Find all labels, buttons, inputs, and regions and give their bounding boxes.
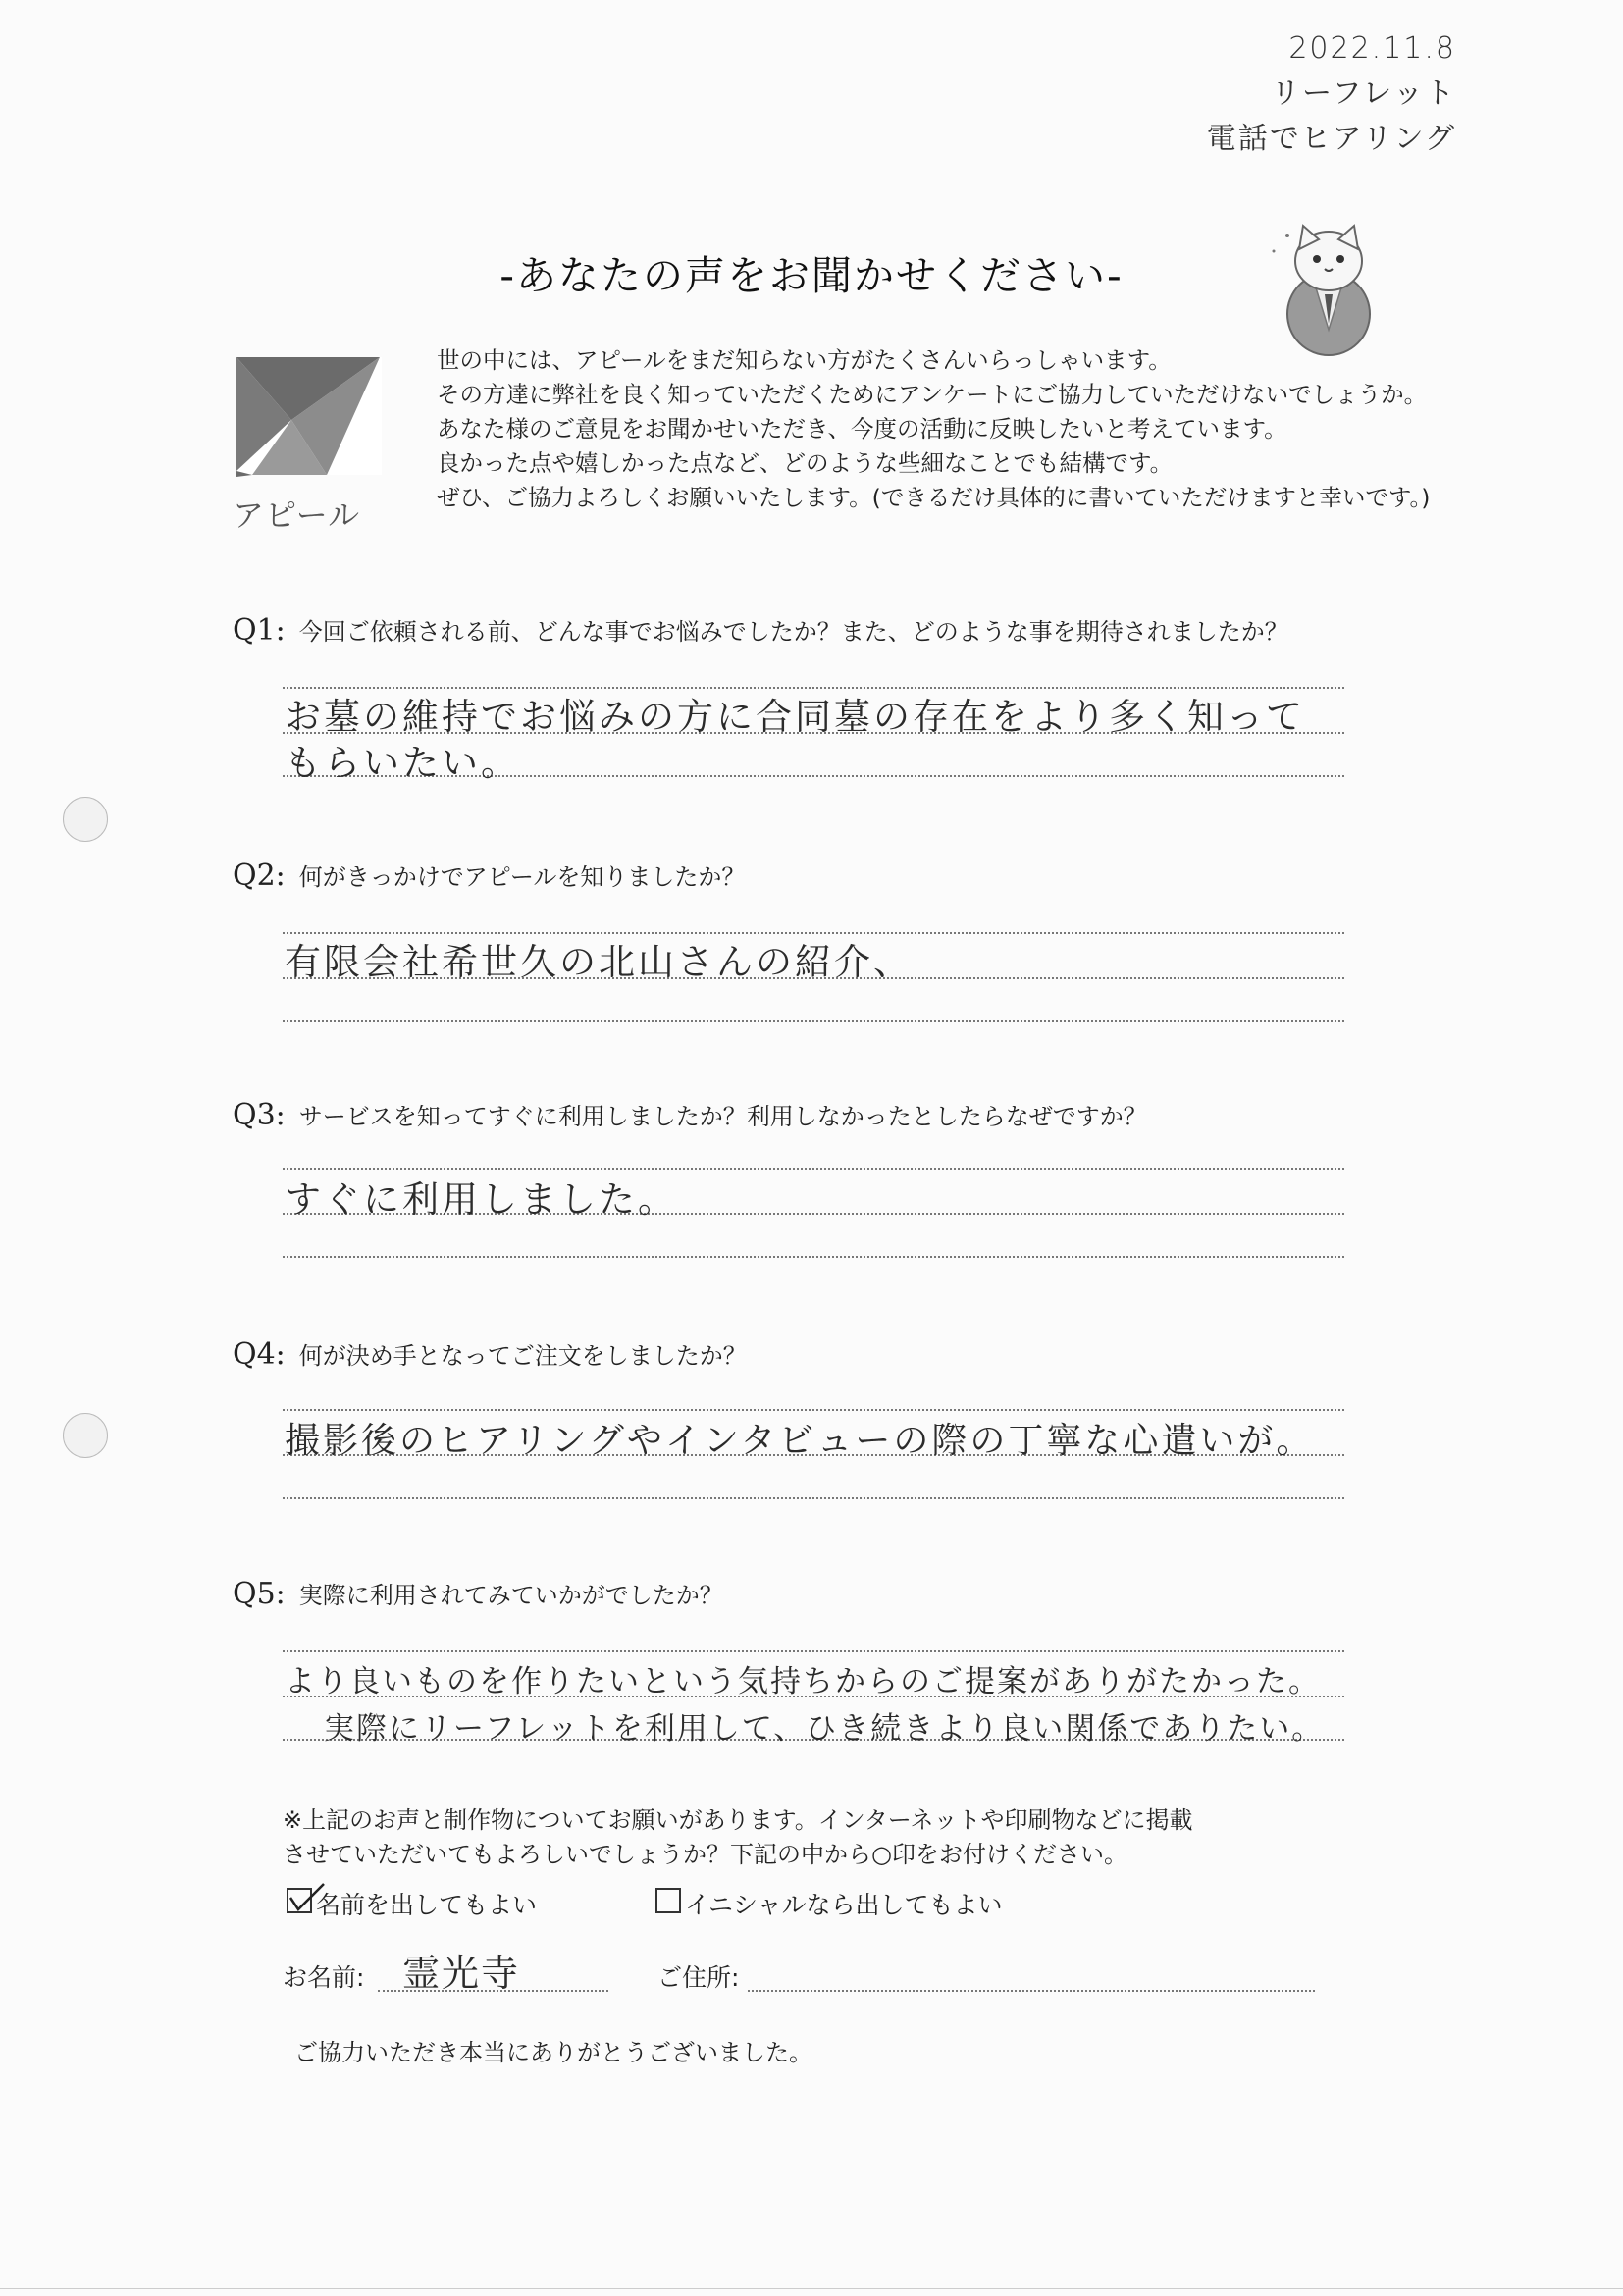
question-number: Q4: (233, 1337, 286, 1372)
consent-line-2: させていただいてもよろしいでしょうか？下記の中から○印をお付けください。 (283, 1841, 1127, 1868)
answer-1-line-1: お墓の維持でお悩みの方に合同墓の存在をより多く知って (285, 696, 1305, 738)
intro-line: あなた様のご意見をお聞かせいただき、今度の活動に反映したいと考えています。 (437, 415, 1287, 443)
answer-3-line-1: すぐに利用しました。 (285, 1178, 677, 1221)
punch-hole (63, 1413, 108, 1458)
name-value[interactable]: 霊光寺 (402, 1952, 521, 1995)
answer-4-line-1: 撮影後のヒアリングやインタビューの際の丁寧な心遣いが。 (285, 1421, 1315, 1461)
answer-line (283, 1256, 1344, 1258)
question-5 (233, 1576, 723, 1611)
question-number: Q5: (233, 1577, 286, 1611)
answer-line (283, 1497, 1344, 1499)
page-title: -あなたの声をお聞かせください- (499, 252, 1124, 299)
intro-line: 良かった点や嬉しかった点など、どのような些細なことでも結構です。 (437, 449, 1174, 477)
answer-2-line-1: 有限会社希世久の北山さんの紹介、 (285, 941, 913, 983)
intro-line: その方達に弊社を良く知っていただくためにアンケートにご協力していただけないでしょうか。 (437, 381, 1428, 408)
answer-1-line-2: もらいたい。 (285, 742, 520, 784)
question-4 (233, 1336, 747, 1372)
question-3 (233, 1097, 1147, 1132)
answer-line (283, 1409, 1344, 1411)
address-label: ご住所: (657, 1963, 740, 1992)
intro-line: 世の中には、アピールをまだ知らない方がたくさんいらっしゃいます。 (437, 346, 1172, 374)
note-line-2: 電話でヒアリング (1206, 122, 1456, 156)
question-number: Q2: (233, 859, 286, 893)
name-label: お名前: (283, 1963, 365, 1992)
answer-5-line-1: より良いものを作りたいという気持ちからのご提案がありがたかった。 (285, 1664, 1321, 1699)
question-text: 今回ご依頼される前、どんな事でお悩みでしたか？また、どのような事を期待されましたか？ (298, 618, 1288, 646)
thanks-message: ご協力いただき本当にありがとうございました。 (294, 2039, 812, 2066)
logo-text: アピール (233, 496, 361, 534)
question-text: サービスを知ってすぐに利用しましたか？利用しなかったとしたらなぜですか？ (298, 1103, 1147, 1130)
initial-ok-label: イニシャルなら出してもよい (685, 1891, 1003, 1919)
punch-hole (63, 797, 108, 842)
name-ok-checkbox[interactable] (287, 1888, 312, 1913)
answer-line (283, 1020, 1344, 1022)
answer-5-line-2: 実際にリーフレットを利用して、ひき続きより良い関係でありたい。 (324, 1711, 1325, 1747)
question-2 (233, 858, 745, 893)
question-text: 実際に利用されてみていかがでしたか？ (298, 1582, 723, 1609)
note-date: 2022.11.8 (1288, 31, 1456, 66)
answer-line (283, 1650, 1344, 1652)
address-field-line (748, 1990, 1315, 1992)
handwritten-note (1162, 27, 1456, 163)
question-text: 何が決め手となってご注文をしましたか？ (298, 1342, 747, 1370)
name-ok-label: 名前を出してもよい (316, 1891, 538, 1919)
consent-request (283, 1803, 1193, 1872)
intro-paragraph (437, 343, 1565, 515)
question-number: Q3: (233, 1098, 286, 1132)
question-number: Q1: (233, 613, 286, 648)
intro-line: ぜひ、ご協力よろしくお願いいたします。(できるだけ具体的に書いていただけますと幸いです。) (437, 484, 1431, 511)
initial-ok-checkbox[interactable] (655, 1888, 681, 1913)
question-1 (233, 612, 1288, 648)
page-edge (0, 2288, 1623, 2289)
note-line-1: リーフレット (1271, 77, 1456, 111)
question-text: 何がきっかけでアピールを知りましたか？ (298, 863, 746, 891)
cat-mascot-icon (1256, 214, 1393, 361)
consent-line-1: ※上記のお声と制作物についてお願いがあります。インターネットや印刷物などに掲載 (283, 1806, 1193, 1834)
